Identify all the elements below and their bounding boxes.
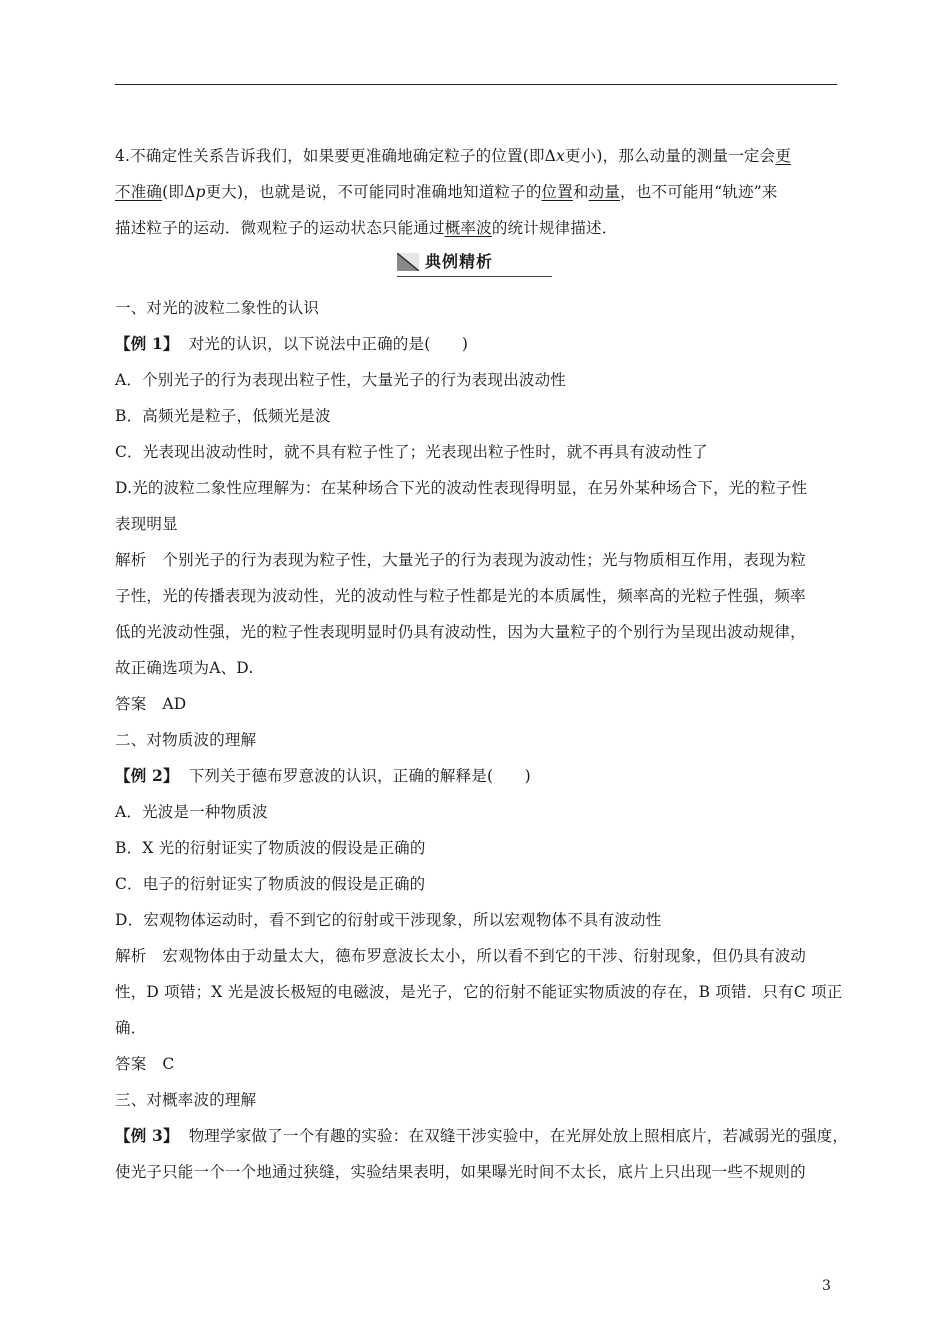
analysis-label: 解析 (115, 947, 147, 965)
answer-label: 答案 (115, 695, 147, 713)
answer-value: AD (162, 695, 187, 713)
underlined-text: 位置 (541, 183, 573, 201)
part2-heading: 二、对物质波的理解 (115, 731, 257, 749)
analysis-line (115, 938, 837, 974)
analysis-line (115, 542, 837, 578)
page-number: 3 (822, 1278, 831, 1294)
text: 的统计规律描述． (491, 219, 618, 237)
answer-label: 答案 (115, 1055, 147, 1073)
example-1-question (115, 326, 837, 362)
analysis-line: 性，D 项错；X 光是波长极短的电磁波，是光子，它的衍射不能证实物质波的存在，B 项错．只有C 项正 (115, 983, 843, 1001)
section-title: 典例精析 (425, 252, 494, 271)
answer-value: C (162, 1055, 175, 1073)
underlined-text: 更 (775, 147, 792, 165)
intro-line-2 (115, 174, 837, 210)
option-c: C．光表现出波动性时，就不具有粒子性了；光表现出粒子性时，就不再具有波动性了 (115, 443, 708, 461)
question-text: 物理学家做了一个有趣的实验：在双缝干涉实验中，在光屏处放上照相底片，若减弱光的强度， (188, 1127, 849, 1145)
text: 和 (572, 183, 589, 201)
header-rule (115, 84, 837, 85)
part1-heading: 一、对光的波粒二象性的认识 (115, 299, 320, 317)
intro-line-3 (115, 210, 837, 246)
text: 描述粒子的运动．微观粒子的运动状态只能通过 (115, 219, 445, 237)
analysis-label: 解析 (115, 551, 147, 569)
question-text: 对光的认识，以下说法中正确的是( ) (188, 335, 469, 353)
example-label: 【例 1】 (115, 334, 179, 353)
section-title-box (397, 250, 552, 277)
analysis-line: 故正确选项为A、D. (115, 659, 254, 677)
question-text: 下列关于德布罗意波的认识，正确的解释是( ) (188, 767, 531, 785)
part3-heading: 三、对概率波的理解 (115, 1091, 257, 1109)
text: (即Δ (162, 183, 196, 201)
example-label: 【例 2】 (115, 766, 179, 785)
option-c: C．电子的衍射证实了物质波的假设是正确的 (115, 875, 426, 893)
intro-line-1 (115, 138, 837, 174)
section-banner (115, 246, 837, 284)
analysis-line: 确． (115, 1019, 147, 1037)
example-2-question (115, 758, 837, 794)
example-3-cont: 使光子只能一个一个地通过狭缝，实验结果表明，如果曝光时间不太长，底片上只出现一些不规则的 (115, 1163, 806, 1181)
answer-line (115, 686, 837, 722)
text: 4.不确定性关系告诉我们，如果要更准确地确定粒子的位置(即Δ (115, 147, 557, 165)
analysis-text: 宏观物体由于动量太大，德布罗意波长太小，所以看不到它的干涉、衍射现象，但仍具有波动 (162, 947, 807, 965)
diagonal-corner-icon (397, 253, 419, 271)
option-a: A．个别光子的行为表现出粒子性，大量光子的行为表现出波动性 (115, 371, 566, 389)
option-b: B．高频光是粒子，低频光是波 (115, 407, 331, 425)
option-d-cont: 表现明显 (115, 515, 178, 533)
math-x: x (556, 147, 565, 165)
example-3-question (115, 1118, 849, 1154)
underlined-text: 动量 (588, 183, 621, 201)
option-d: D.光的波粒二象性应理解为：在某种场合下光的波动性表现得明显，在另外某种场合下，光的粒子性 (115, 479, 808, 497)
option-d: D．宏观物体运动时，看不到它的衍射或干涉现象，所以宏观物体不具有波动性 (115, 911, 662, 929)
analysis-line: 子性，光的传播表现为波动性，光的波动性与粒子性都是光的本质属性，频率高的光粒子性强，频率 (115, 587, 806, 605)
text: ，也不可能用“轨迹”来 (620, 183, 778, 201)
page-content (115, 138, 849, 1190)
option-a: A．光波是一种物质波 (115, 803, 268, 821)
option-b: B．X 光的衍射证实了物质波的假设是正确的 (115, 839, 426, 857)
math-p: p (195, 183, 206, 201)
underlined-text: 不准确 (115, 183, 163, 201)
text: 更小)，那么动量的测量一定会 (564, 147, 776, 165)
analysis-line: 低的光波动性强，光的粒子性表现明显时仍具有波动性，因为大量粒子的个别行为呈现出波动规律， (115, 623, 806, 641)
text: 更大)，也就是说，不可能同时准确地知道粒子的 (205, 183, 542, 201)
answer-line (115, 1046, 837, 1082)
analysis-text: 个别光子的行为表现为粒子性，大量光子的行为表现为波动性；光与物质相互作用，表现为粒 (162, 551, 807, 569)
underlined-text: 概率波 (444, 219, 492, 237)
example-label: 【例 3】 (115, 1126, 179, 1145)
